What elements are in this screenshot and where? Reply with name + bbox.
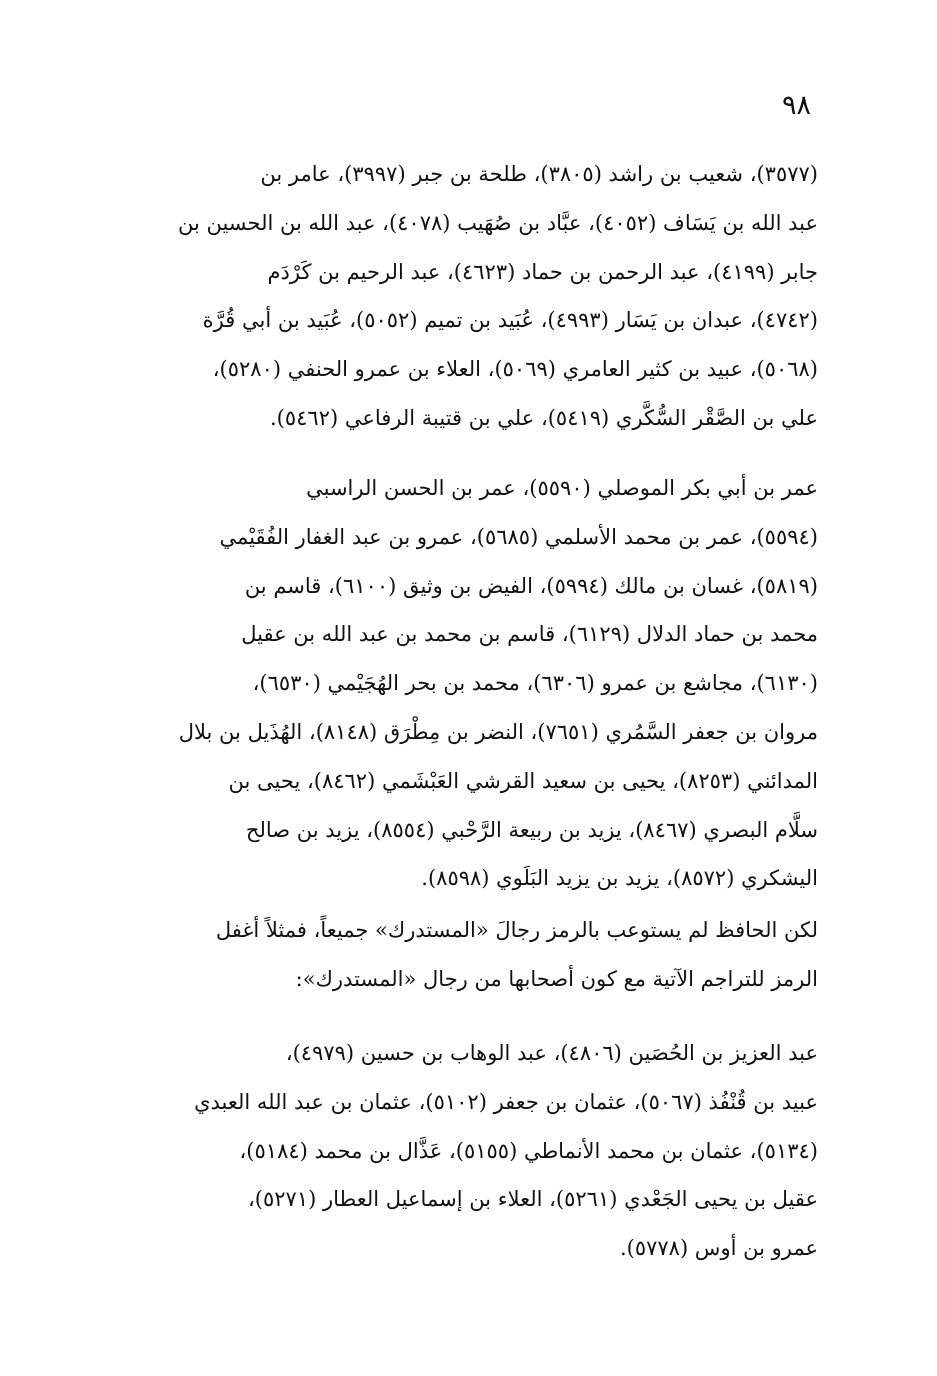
text-line: (٥٠٦٨)، عبيد بن كثير العامري (٥٠٦٩)، العلاء بن عمرو الحنفي (٥٢٨٠)، bbox=[212, 357, 818, 382]
paragraph-commentary bbox=[92, 906, 818, 1004]
text-line: علي بن الصَّقْر السُّكَّري (٥٤١٩)، علي بن قتيبة الرفاعي (٥٤٦٢). bbox=[269, 405, 818, 430]
text-line: محمد بن حماد الدلال (٦١٢٩)، قاسم بن محمد بن عبد الله بن عقيل bbox=[241, 622, 818, 647]
text-line: (٥١٣٤)، عثمان بن محمد الأنماطي (٥١٥٥)، عَذَّال بن محمد (٥١٨٤)، bbox=[239, 1138, 818, 1163]
paragraph-narrators-3 bbox=[92, 1029, 818, 1273]
text-line: (٥٨١٩)، غسان بن مالك (٥٩٩٤)، الفيض بن وثيق (٦١٠٠)، قاسم بن bbox=[244, 573, 818, 598]
text-line: عمر بن أبي بكر الموصلي (٥٥٩٠)، عمر بن الحسن الراسبي bbox=[306, 476, 818, 500]
text-line: مروان بن جعفر السَّمُري (٧٦٥١)، النضر بن مِطْرَق (٨١٤٨)، الهُذَيل بن بلال bbox=[178, 719, 818, 744]
text-line: (٣٥٧٧)، شعيب بن راشد (٣٨٠٥)، طلحة بن جبر (٣٩٩٧)، عامر بن bbox=[260, 162, 818, 186]
text-line: (٥٥٩٤)، عمر بن محمد الأسلمي (٥٦٨٥)، عمرو بن عبد الغفار الفُقَيْمي bbox=[219, 524, 818, 549]
text-line: جابر (٤١٩٩)، عبد الرحمن بن حماد (٤٦٢٣)، عبد الرحيم بن كَرْدَم bbox=[267, 259, 818, 284]
text-line: عبيد بن قُنْفُذ (٥٠٦٧)، عثمان بن جعفر (٥١٠٢)، عثمان بن عبد الله العبدي bbox=[194, 1089, 818, 1114]
paragraph-narrators-2 bbox=[92, 464, 818, 903]
paragraph-narrators-1 bbox=[92, 150, 818, 443]
text-line: سلَّام البصري (٨٤٦٧)، يزيد بن ربيعة الرَّحْبي (٨٥٥٤)، يزيد بن صالح bbox=[245, 817, 818, 842]
text-line: عبد الله بن يَسَاف (٤٠٥٢)، عبَّاد بن صُهَيب (٤٠٧٨)، عبد الله بن الحسين بن bbox=[177, 210, 818, 235]
page-number: ٩٨ bbox=[782, 90, 812, 121]
text-line: لكن الحافظ لم يستوعب بالرمز رجالَ «المستدرك» جميعاً، فمثلاً أغفل bbox=[215, 918, 818, 942]
text-line: عقيل بن يحيى الجَعْدي (٥٢٦١)، العلاء بن إسماعيل العطار (٥٢٧١)، bbox=[248, 1187, 818, 1212]
text-line: اليشكري (٨٥٧٢)، يزيد بن يزيد البَلَوي (٨٥٩٨). bbox=[421, 866, 818, 891]
text-line: المدائني (٨٢٥٣)، يحيى بن سعيد القرشي العَبْشَمي (٨٤٦٢)، يحيى بن bbox=[228, 768, 818, 793]
text-line: عبد العزيز بن الحُصَين (٤٨٠٦)، عبد الوهاب بن حسين (٤٩٧٩)، bbox=[285, 1041, 818, 1065]
text-line: عمرو بن أوس (٥٧٧٨). bbox=[619, 1236, 818, 1261]
text-line: الرمز للتراجم الآتية مع كون أصحابها من رجال «المستدرك»: bbox=[295, 966, 818, 991]
text-line: (٦١٣٠)، مجاشع بن عمرو (٦٣٠٦)، محمد بن بحر الهُجَيْمي (٦٥٣٠)، bbox=[252, 671, 818, 696]
text-line: (٤٧٤٢)، عبدان بن يَسَار (٤٩٩٣)، عُبَيد بن تميم (٥٠٥٢)، عُبَيد بن أبي قُرَّة bbox=[202, 308, 818, 333]
